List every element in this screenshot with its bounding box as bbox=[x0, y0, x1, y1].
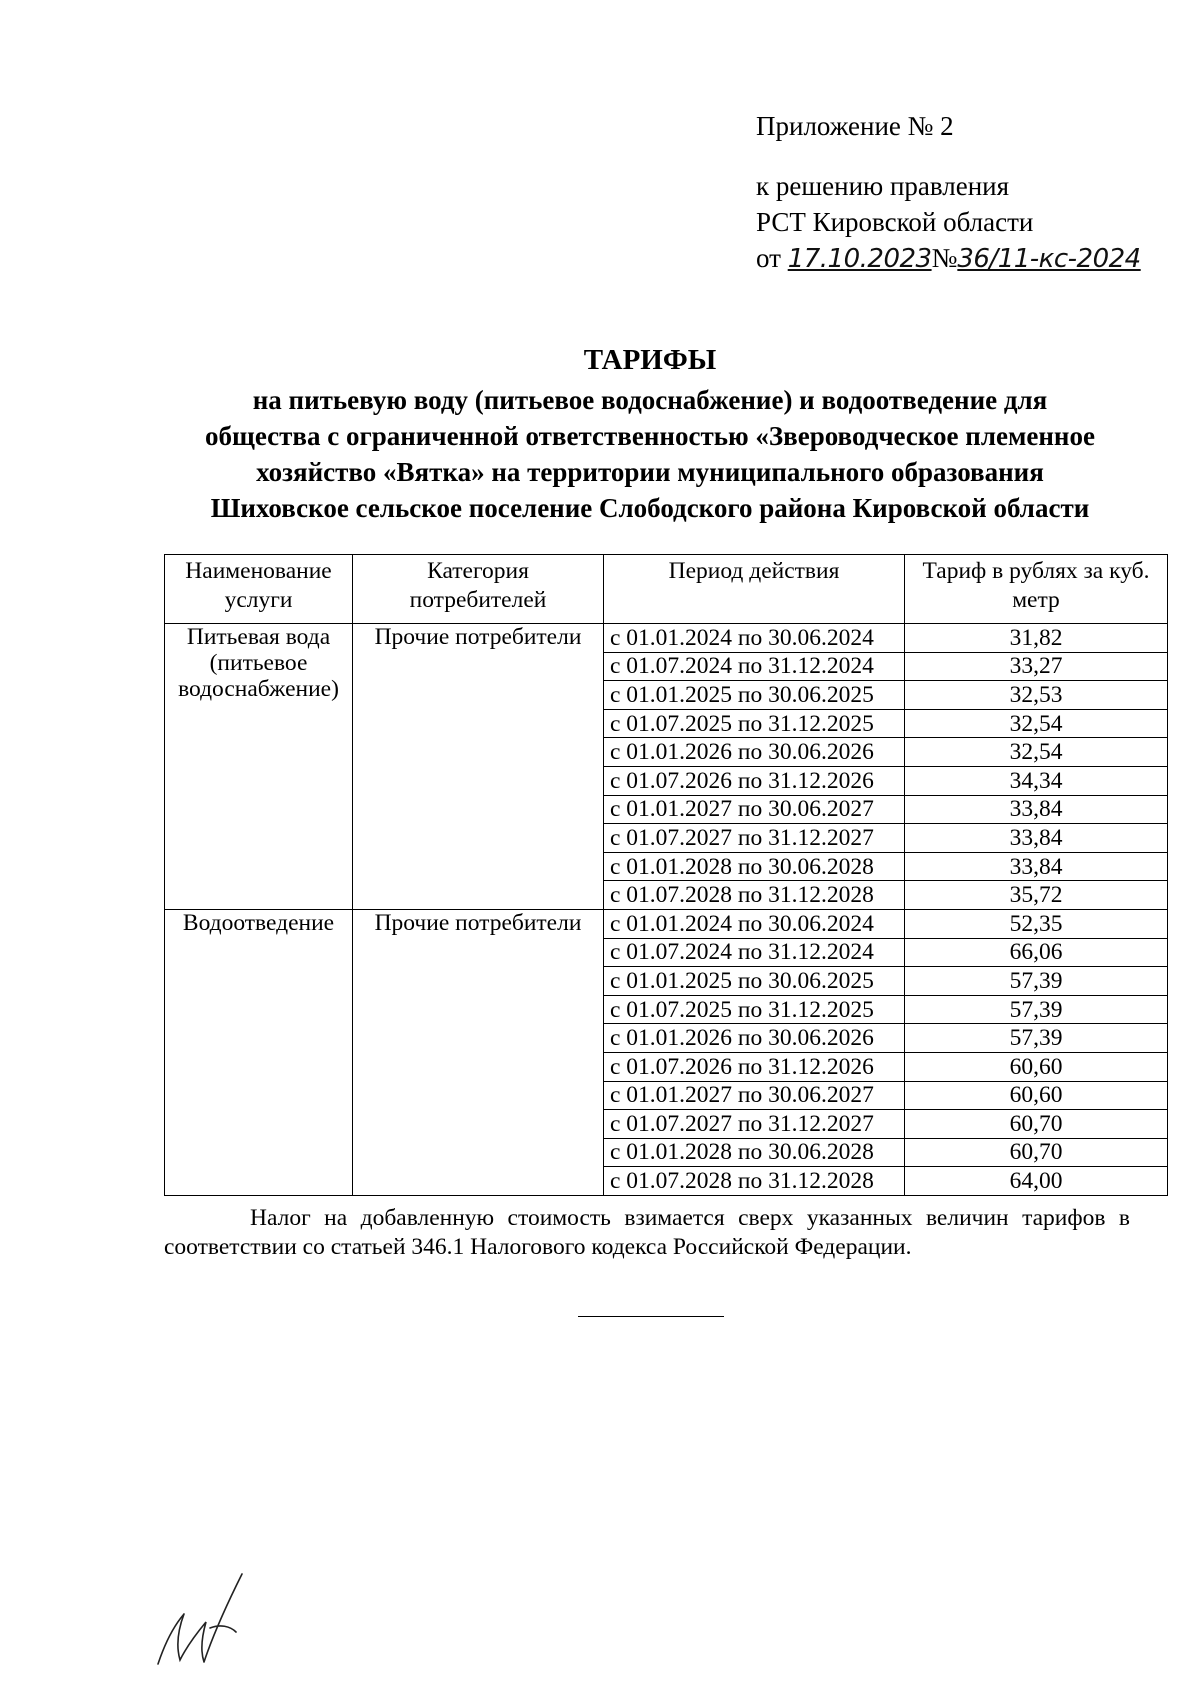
period-cell: с 01.07.2027 по 31.12.2027 bbox=[604, 1110, 905, 1139]
appendix-block bbox=[756, 108, 1141, 277]
date-prefix: от bbox=[756, 243, 781, 273]
table-header-row bbox=[165, 555, 1168, 624]
period-cell: с 01.01.2024 по 30.06.2024 bbox=[604, 909, 905, 938]
period-cell: с 01.01.2027 по 30.06.2027 bbox=[604, 795, 905, 824]
tariff-cell: 60,70 bbox=[905, 1110, 1168, 1139]
tariff-cell: 57,39 bbox=[905, 995, 1168, 1024]
tariff-cell: 34,34 bbox=[905, 766, 1168, 795]
tariff-cell: 60,70 bbox=[905, 1138, 1168, 1167]
table-body bbox=[165, 624, 1168, 1196]
appendix-date-line bbox=[756, 240, 1141, 277]
document-title bbox=[150, 342, 1150, 526]
title-line-3: хозяйство «Вятка» на территории муниципального образования bbox=[256, 457, 1044, 487]
tariff-cell: 66,06 bbox=[905, 938, 1168, 967]
period-cell: с 01.07.2024 по 31.12.2024 bbox=[604, 938, 905, 967]
header-period: Период действия bbox=[604, 555, 905, 624]
period-cell: с 01.01.2026 по 30.06.2026 bbox=[604, 738, 905, 767]
appendix-number: Приложение № 2 bbox=[756, 111, 954, 141]
category-cell: Прочие потребители bbox=[353, 909, 604, 1195]
handwritten-date: 17.10.2023 bbox=[787, 244, 932, 274]
header-tariff: Тариф в рублях за куб. метр bbox=[905, 555, 1168, 624]
tariff-cell: 35,72 bbox=[905, 881, 1168, 910]
tariff-cell: 33,27 bbox=[905, 652, 1168, 681]
handwritten-number: 36/11-кс-2024 bbox=[957, 244, 1141, 274]
category-cell: Прочие потребители bbox=[353, 624, 604, 910]
period-cell: с 01.01.2024 по 30.06.2024 bbox=[604, 624, 905, 653]
title-line-4: Шиховское сельское поселение Слободского района Кировской области bbox=[210, 493, 1090, 523]
closing-divider bbox=[578, 1316, 724, 1317]
tariff-cell: 32,54 bbox=[905, 709, 1168, 738]
appendix-authority-line: РСТ Кировской области bbox=[756, 207, 1034, 237]
tariff-cell: 57,39 bbox=[905, 1024, 1168, 1053]
table-row bbox=[165, 624, 1168, 653]
period-cell: с 01.07.2025 по 31.12.2025 bbox=[604, 709, 905, 738]
number-prefix: № bbox=[931, 243, 958, 273]
period-cell: с 01.07.2024 по 31.12.2024 bbox=[604, 652, 905, 681]
period-cell: с 01.01.2028 по 30.06.2028 bbox=[604, 1138, 905, 1167]
tariff-cell: 32,54 bbox=[905, 738, 1168, 767]
appendix-decision-line: к решению правления bbox=[756, 171, 1010, 201]
service-cell: Питьевая вода (питьевое водоснабжение) bbox=[165, 624, 353, 910]
vat-note: Налог на добавленную стоимость взимается сверх указанных величин тарифов в соответствии со статьей 346.1 Налогового кодекса Российской Федерации. bbox=[164, 1205, 1130, 1260]
tariff-cell: 60,60 bbox=[905, 1052, 1168, 1081]
period-cell: с 01.07.2028 по 31.12.2028 bbox=[604, 881, 905, 910]
period-cell: с 01.01.2028 по 30.06.2028 bbox=[604, 852, 905, 881]
service-cell: Водоотведение bbox=[165, 909, 353, 1195]
tariff-cell: 33,84 bbox=[905, 852, 1168, 881]
period-cell: с 01.01.2025 по 30.06.2025 bbox=[604, 681, 905, 710]
period-cell: с 01.07.2026 по 31.12.2026 bbox=[604, 1052, 905, 1081]
period-cell: с 01.07.2026 по 31.12.2026 bbox=[604, 766, 905, 795]
table-row bbox=[165, 909, 1168, 938]
tariff-cell: 57,39 bbox=[905, 967, 1168, 996]
period-cell: с 01.07.2025 по 31.12.2025 bbox=[604, 995, 905, 1024]
period-cell: с 01.07.2028 по 31.12.2028 bbox=[604, 1167, 905, 1196]
header-service: Наименование услуги bbox=[165, 555, 353, 624]
period-cell: с 01.01.2026 по 30.06.2026 bbox=[604, 1024, 905, 1053]
period-cell: с 01.01.2025 по 30.06.2025 bbox=[604, 967, 905, 996]
header-category: Категория потребителей bbox=[353, 555, 604, 624]
title-line-1: на питьевую воду (питьевое водоснабжение) и водоотведение для bbox=[252, 385, 1048, 415]
tariffs-table bbox=[164, 554, 1168, 1196]
tariff-cell: 64,00 bbox=[905, 1167, 1168, 1196]
tariff-cell: 60,60 bbox=[905, 1081, 1168, 1110]
period-cell: с 01.07.2027 по 31.12.2027 bbox=[604, 824, 905, 853]
signature bbox=[150, 1568, 260, 1678]
title-line-2: общества с ограниченной ответственностью «Звероводческое племенное bbox=[205, 421, 1095, 451]
tariff-cell: 52,35 bbox=[905, 909, 1168, 938]
tariff-cell: 31,82 bbox=[905, 624, 1168, 653]
tariff-cell: 33,84 bbox=[905, 824, 1168, 853]
tariff-cell: 33,84 bbox=[905, 795, 1168, 824]
title-main: ТАРИФЫ bbox=[583, 344, 717, 376]
tariff-cell: 32,53 bbox=[905, 681, 1168, 710]
period-cell: с 01.01.2027 по 30.06.2027 bbox=[604, 1081, 905, 1110]
